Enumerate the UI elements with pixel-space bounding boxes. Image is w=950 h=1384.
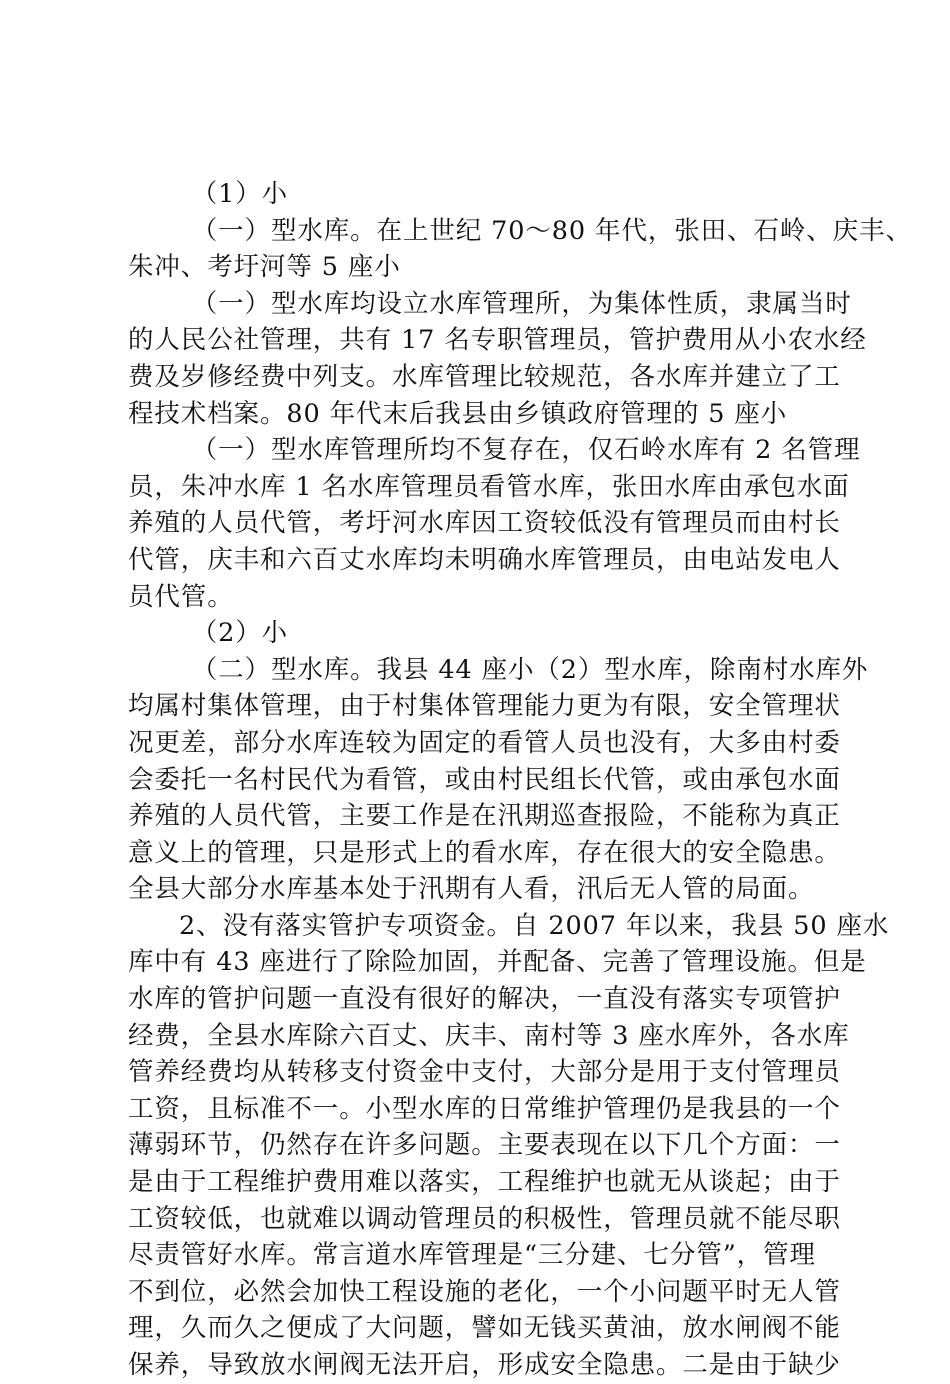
paragraph-p2 — [128, 213, 912, 286]
text-line: 水库的管护问题一直没有很好的解决，一直没有落实专项管护 — [128, 984, 841, 1015]
text-line: 库中有 43 座进行了除险加固，并配备、完善了管理设施。但是 — [128, 947, 867, 978]
text-line: （2）小 — [191, 618, 289, 649]
text-line: 管养经费均从转移支付资金中支付，大部分是用于支付管理员 — [128, 1057, 841, 1088]
text-line: （一）型水库管理所均不复存在，仅石岭水库有 2 名管理 — [191, 435, 861, 466]
text-line: 会委托一名村民代为看管，或由村民组长代管，或由承包水面 — [128, 764, 841, 795]
text-line: 养殖的人员代管，主要工作是在汛期巡查报险，不能称为真正 — [128, 801, 841, 832]
text-line: 况更差，部分水库连较为固定的看管人员也没有，大多由村委 — [128, 727, 841, 758]
paragraph-p6 — [128, 652, 869, 908]
text-line: 理，久而久之便成了大问题，譬如无钱买黄油，放水闸阀不能 — [128, 1313, 841, 1344]
text-line: 的人民公社管理，共有 17 名专职管理员，管护费用从小农水经 — [128, 325, 867, 356]
text-line: 朱冲、考圩河等 5 座小 — [128, 252, 401, 283]
text-line: 全县大部分水库基本处于汛期有人看，汛后无人管的局面。 — [128, 874, 815, 905]
text-line: 2、没有落实管护专项资金。自 2007 年以来，我县 50 座水 — [179, 910, 890, 941]
text-line: （1）小 — [191, 179, 289, 209]
text-line: 经费，全县水库除六百丈、庆丰、南村等 3 座水库外，各水库 — [128, 1020, 850, 1051]
paragraph-p3 — [128, 286, 867, 432]
text-line: 尽责管好水库。常言道水库管理是“三分建、七分管”，管理 — [128, 1240, 816, 1271]
text-line: 意义上的管理，只是形式上的看水库，存在很大的安全隐患。 — [128, 837, 841, 868]
text-line: 工资，且标准不一。小型水库的日常维护管理仍是我县的一个 — [128, 1093, 841, 1124]
text-line: （二）型水库。我县 44 座小（2）型水库，除南村水库外 — [191, 654, 869, 685]
paragraph-p4 — [128, 432, 861, 615]
text-line: 工资较低，也就难以调动管理员的积极性，管理员就不能尽职 — [128, 1203, 841, 1234]
text-line: 员，朱冲水库 1 名水库管理员看管水库，张田水库由承包水面 — [128, 471, 850, 502]
text-line: 保养，导致放水闸阀无法开启，形成安全隐患。二是由于缺少 — [128, 1350, 841, 1380]
paragraph-p5 — [128, 615, 838, 652]
text-line: 代管，庆丰和六百丈水库均未明确水库管理员，由电站发电人 — [128, 544, 841, 575]
text-line: 员代管。 — [128, 581, 234, 612]
text-line: （一）型水库。在上世纪 70～80 年代，张田、石岭、庆丰、 — [191, 215, 912, 246]
text-line: 养殖的人员代管，考圩河水库因工资较低没有管理员而由村长 — [128, 508, 841, 539]
paragraph-p7 — [128, 908, 890, 1384]
text-line: 费及岁修经费中列支。水库管理比较规范，各水库并建立了工 — [128, 361, 841, 392]
paragraph-p1 — [128, 176, 838, 213]
text-line: （一）型水库均设立水库管理所，为集体性质，隶属当时 — [191, 288, 852, 319]
text-line: 程技术档案。80 年代末后我县由乡镇政府管理的 5 座小 — [128, 398, 788, 429]
document-body — [128, 176, 912, 1384]
text-line: 是由于工程维护费用难以落实，工程维护也就无从谈起；由于 — [128, 1167, 841, 1198]
text-line: 薄弱环节，仍然存在许多问题。主要表现在以下几个方面：一 — [128, 1130, 841, 1161]
text-line: 不到位，必然会加快工程设施的老化，一个小问题平时无人管 — [128, 1276, 841, 1307]
text-line: 均属村集体管理，由于村集体管理能力更为有限，安全管理状 — [128, 691, 841, 722]
